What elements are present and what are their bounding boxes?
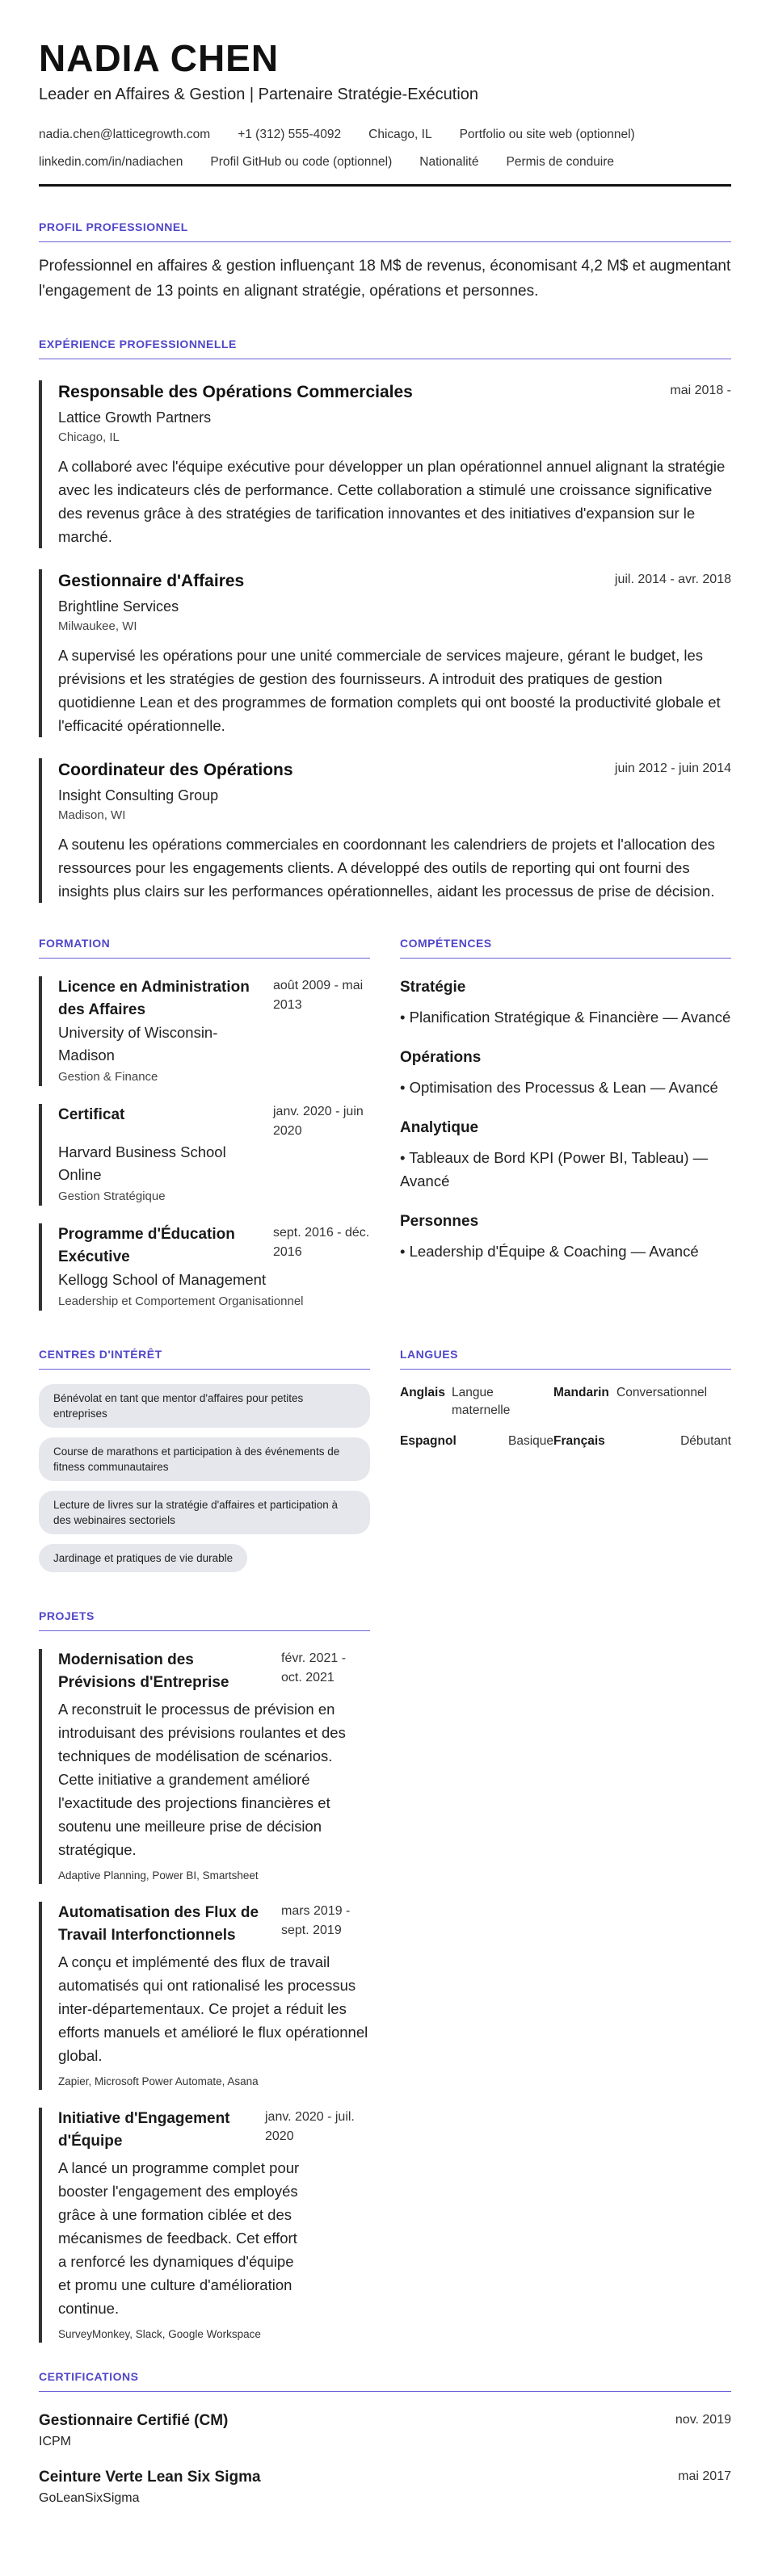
project-dates: mars 2019 - sept. 2019	[281, 1904, 351, 1937]
linkedin-link[interactable]: linkedin.com/in/nadiachen	[39, 155, 183, 169]
contact-info	[39, 121, 731, 176]
company-name: Insight Consulting Group	[58, 787, 219, 803]
section-title: LANGUES	[400, 1348, 458, 1361]
job-location: Madison, WI	[58, 808, 126, 822]
section-title: FORMATION	[39, 937, 111, 950]
driving-license: Permis de conduire	[506, 155, 615, 169]
project-tools: Zapier, Microsoft Power Automate, Asana	[58, 2075, 259, 2087]
language-name: Français	[553, 1434, 605, 1448]
header-divider	[39, 184, 731, 187]
language-level: Débutant	[680, 1434, 731, 1448]
interests-section	[39, 1348, 370, 1582]
project-item	[39, 1902, 370, 2090]
language-level: Langue maternelle	[452, 1386, 511, 1417]
email-link[interactable]: nadia.chen@latticegrowth.com	[39, 128, 211, 141]
project-dates: janv. 2020 - juil. 2020	[265, 2110, 355, 2143]
school-name: Kellogg School of Management	[58, 1271, 267, 1288]
section-divider	[39, 2391, 731, 2392]
certification-item	[39, 2410, 731, 2452]
skill-item: • Leadership d'Équipe & Coaching — Avancé	[400, 1243, 699, 1260]
education-skills-row	[39, 937, 731, 1311]
certification-name: Ceinture Verte Lean Six Sigma	[39, 2469, 261, 2486]
project-description: A conçu et implémenté des flux de travail automatisés qui ont rationalisé les processus inter-départementaux. Ce projet a réduit les efforts manuels et amélioré le flux opérationnel global.	[58, 1953, 368, 2064]
education-field: Gestion Stratégique	[58, 1189, 166, 1203]
language-name: Mandarin	[553, 1386, 609, 1399]
certification-date: mai 2017	[678, 2469, 731, 2483]
section-divider	[39, 958, 370, 959]
project-tools: Adaptive Planning, Power BI, Smartsheet	[58, 1869, 259, 1882]
skill-category: Opérations	[400, 1049, 482, 1066]
section-title: CENTRES D'INTÉRÊT	[39, 1348, 162, 1361]
education-dates: sept. 2016 - déc. 2016	[273, 1226, 370, 1259]
education-item	[39, 1223, 370, 1311]
project-description: A lancé un programme complet pour booster l'engagement des employés grâce à une formation ciblée et des mécanismes de feedback. Cet effort a renforcé les dynamiques d'équipe et promu une culture d'amélioration continue.	[58, 2159, 300, 2317]
section-divider	[39, 1369, 370, 1370]
degree-title: Programme d'Éducation Exécutive	[58, 1226, 235, 1265]
project-title: Modernisation des Prévisions d'Entreprise	[58, 1651, 229, 1691]
education-field: Leadership et Comportement Organisationnel	[58, 1294, 304, 1308]
certification-item	[39, 2466, 731, 2508]
interest-tag: Lecture de livres sur la stratégie d'affaires et participation à des webinaires sectoriels	[39, 1491, 370, 1534]
skill-group	[400, 976, 731, 1029]
skill-category: Analytique	[400, 1119, 479, 1136]
certification-issuer: ICPM	[39, 2435, 71, 2448]
certifications-section	[39, 2370, 731, 2508]
job-dates: mai 2018 -	[670, 384, 731, 397]
interest-tags	[39, 1384, 370, 1582]
skill-group	[400, 1117, 731, 1193]
job-location: Milwaukee, WI	[58, 619, 137, 633]
degree-title: Licence en Administration des Affaires	[58, 979, 250, 1018]
contact-row	[39, 121, 731, 149]
section-divider	[39, 241, 731, 242]
projects-section	[39, 1609, 370, 2343]
education-item	[39, 1104, 370, 1206]
certification-date: nov. 2019	[675, 2413, 731, 2427]
skill-item: • Planification Stratégique & Financière — Avancé	[400, 1009, 731, 1026]
resume-header	[39, 36, 731, 187]
skill-item: • Optimisation des Processus & Lean — Avancé	[400, 1079, 718, 1096]
section-title: COMPÉTENCES	[400, 937, 492, 950]
project-item	[39, 2108, 370, 2343]
company-name: Brightline Services	[58, 598, 179, 615]
education-item	[39, 976, 370, 1086]
candidate-name: NADIA CHEN	[39, 37, 280, 79]
github-link[interactable]: Profil GitHub ou code (optionnel)	[210, 155, 393, 169]
section-divider	[39, 1630, 370, 1631]
certification-issuer: GoLeanSixSigma	[39, 2491, 140, 2505]
profile-section	[39, 220, 731, 304]
project-description: A reconstruit le processus de prévision en introduisant des prévisions roulantes et des techniques de modélisation de scénarios. Cette initiative a grandement amélioré l'exactitude des projections financières et soutenu une meilleure prise de décision stratégique.	[58, 1701, 346, 1858]
phone-number: +1 (312) 555-4092	[238, 128, 342, 141]
candidate-headline: Leader en Affaires & Gestion | Partenaire Stratégie-Exécution	[39, 86, 479, 103]
contact-row	[39, 149, 731, 176]
project-title: Automatisation des Flux de Travail Interfonctionnels	[58, 1904, 259, 1944]
experience-item	[39, 569, 731, 737]
skill-category: Personnes	[400, 1213, 479, 1230]
degree-title: Certificat	[58, 1106, 125, 1123]
section-title: CERTIFICATIONS	[39, 2370, 139, 2383]
school-name: University of Wisconsin-Madison	[58, 1024, 218, 1064]
section-divider	[400, 1369, 731, 1370]
certification-name: Gestionnaire Certifié (CM)	[39, 2412, 229, 2429]
section-divider	[400, 958, 731, 959]
project-title: Initiative d'Engagement d'Équipe	[58, 2110, 230, 2150]
language-level: Conversationnel	[616, 1386, 708, 1399]
interest-tag: Bénévolat en tant que mentor d'affaires pour petites entreprises	[39, 1384, 370, 1428]
education-section	[39, 937, 370, 1311]
profile-summary: Professionnel en affaires & gestion influençant 18 M$ de revenus, économisant 4,2 M$ et augmentant l'engagement de 13 points en alignant stratégie, opérations et personnes.	[39, 258, 731, 300]
job-description: A collaboré avec l'équipe exécutive pour développer un plan opérationnel annuel alignant la stratégie avec les indicateurs clés de performance. Cette collaboration a stimulé une croissance significative des revenus grâce à des stratégies de tarification innovantes et des initiatives d'expansion sur le marché.	[58, 458, 726, 545]
location: Chicago, IL	[368, 128, 432, 141]
job-title: Responsable des Opérations Commerciales	[58, 383, 413, 401]
project-item	[39, 1649, 370, 1884]
language-list	[400, 1384, 731, 1450]
language-level: Basique	[507, 1434, 553, 1448]
education-dates: août 2009 - mai 2013	[273, 979, 364, 1012]
section-title: EXPÉRIENCE PROFESSIONNELLE	[39, 338, 237, 350]
school-name: Harvard Business School Online	[58, 1143, 226, 1183]
education-field: Gestion & Finance	[58, 1070, 158, 1084]
interests-languages-row	[39, 1348, 731, 1582]
job-description: A supervisé les opérations pour une unité commerciale de services majeure, gérant le budget, les prévisions et les stratégies de gestion des fournisseurs. A introduit des pratiques de gestion quotidienne Lean et des programmes de formation complets qui ont boosté la productivité globale et l'efficacité opérationnelle.	[58, 647, 721, 734]
skill-group	[400, 1047, 731, 1099]
experience-section	[39, 338, 731, 903]
education-dates: janv. 2020 - juin 2020	[273, 1105, 364, 1138]
languages-section	[400, 1348, 731, 1582]
job-dates: juil. 2014 - avr. 2018	[614, 573, 731, 586]
skill-item: • Tableaux de Bord KPI (Power BI, Tableau) — Avancé	[400, 1149, 709, 1189]
project-dates: févr. 2021 - oct. 2021	[281, 1651, 347, 1684]
project-tools: SurveyMonkey, Slack, Google Workspace	[58, 2328, 261, 2340]
language-name: Espagnol	[400, 1434, 457, 1448]
section-title: PROFIL PROFESSIONNEL	[39, 220, 188, 233]
section-title: PROJETS	[39, 1609, 95, 1622]
experience-item	[39, 758, 731, 903]
portfolio-link[interactable]: Portfolio ou site web (optionnel)	[459, 128, 635, 141]
language-name: Anglais	[400, 1386, 445, 1399]
job-dates: juin 2012 - juin 2014	[614, 761, 731, 775]
interest-tag: Jardinage et pratiques de vie durable	[39, 1544, 247, 1572]
interest-tag: Course de marathons et participation à des événements de fitness communautaires	[39, 1437, 370, 1481]
job-location: Chicago, IL	[58, 430, 120, 444]
skill-category: Stratégie	[400, 979, 466, 996]
job-title: Coordinateur des Opérations	[58, 761, 293, 779]
experience-item	[39, 380, 731, 548]
job-title: Gestionnaire d'Affaires	[58, 572, 245, 590]
company-name: Lattice Growth Partners	[58, 409, 212, 426]
skills-section	[400, 937, 731, 1311]
skill-group	[400, 1210, 731, 1263]
nationality: Nationalité	[419, 155, 479, 169]
job-description: A soutenu les opérations commerciales en coordonnant les calendriers de projets et l'allocation des ressources pour les engagements clients. A développé des outils de reporting qui ont fourni des insights plus clairs sur les performances opérationnelles, aidant les processus de prise de décision.	[58, 836, 715, 900]
